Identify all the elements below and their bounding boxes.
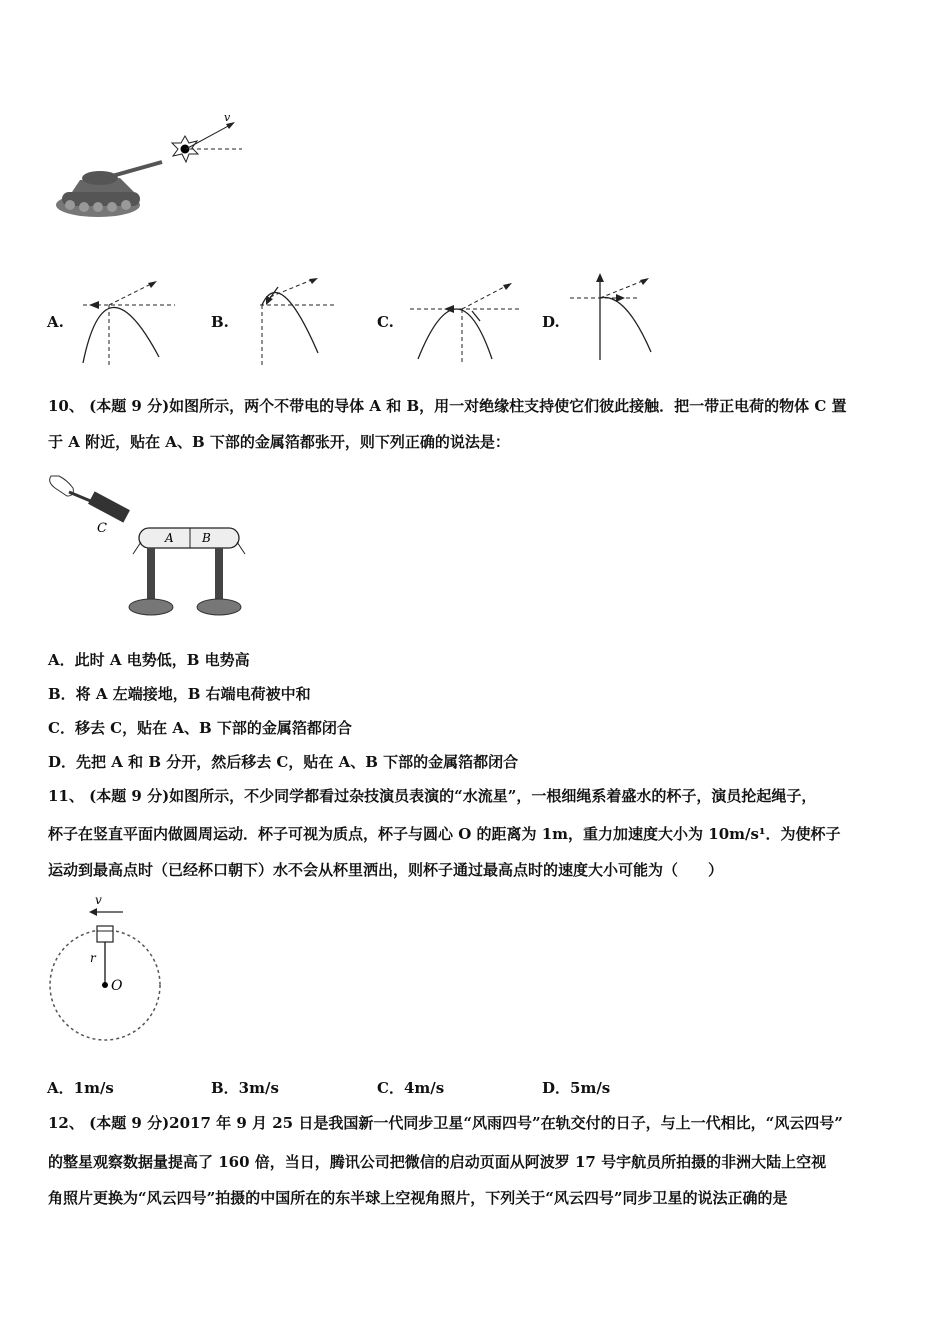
option-b[interactable]: B. xyxy=(211,313,229,331)
q10-option-b[interactable]: B．将 A 左端接地，B 右端电荷被中和 xyxy=(48,685,311,703)
q11-stem-line-1: 11、 (本题 9 分)如图所示，不少同学都看过杂技演员表演的“水流星”，一根细绳系着盛水的杯子，演员抡起绳子， xyxy=(48,787,817,805)
svg-text:A: A xyxy=(165,531,174,545)
option-a[interactable]: A. xyxy=(47,313,64,331)
q11-option-a[interactable]: A．1m/s xyxy=(47,1079,114,1097)
water-meteor-figure xyxy=(45,890,170,1040)
trajectory-a xyxy=(75,275,180,370)
q12-stem-line-2: 的整星观察数据量提高了 160 倍，当日，腾讯公司把微信的启动页面从阿波罗 17 号宇航员所拍摄的非洲大陆上空视 xyxy=(48,1153,827,1171)
trajectory-d xyxy=(565,272,660,364)
option-c[interactable]: C. xyxy=(377,313,394,331)
option-d[interactable]: D. xyxy=(542,313,560,331)
q10-option-c[interactable]: C．移去 C，贴在 A、B 下部的金属箔都闭合 xyxy=(48,719,352,737)
charged-rod-icon xyxy=(69,491,130,522)
svg-text:O: O xyxy=(111,978,123,994)
q10-option-a[interactable]: A．此时 A 电势低，B 电势高 xyxy=(48,651,250,669)
velocity-label: v xyxy=(224,111,231,124)
q10-stem-line-2: 于 A 附近，贴在 A、B 下部的金属箔都张开，则下列正确的说法是： xyxy=(48,433,510,451)
svg-text:v: v xyxy=(95,893,102,907)
trajectory-b xyxy=(240,275,345,370)
q12-stem-line-3: 角照片更换为“风云四号”拍摄的中国所在的东半球上空视角照片，下列关于“风云四号”同步卫星的说法正确的是 xyxy=(48,1189,788,1207)
q11-stem-line-2: 杯子在竖直平面内做圆周运动．杯子可视为质点，杯子与圆心 O 的距离为 1m，重力加速度大小为 10m/s¹．为使杯子 xyxy=(48,825,841,843)
svg-text:B: B xyxy=(202,531,211,545)
q11-option-c[interactable]: C．4m/s xyxy=(377,1079,445,1097)
q10-stem-line-1: 10、 (本题 9 分)如图所示，两个不带电的导体 A 和 B，用一对绝缘柱支持使它们彼此接触．把一带正电荷的物体 C 置 xyxy=(48,397,847,415)
svg-text:C: C xyxy=(97,521,107,536)
q11-option-d[interactable]: D．5m/s xyxy=(542,1079,611,1097)
tank-icon xyxy=(56,162,162,217)
svg-text:r: r xyxy=(90,951,96,965)
q12-stem-line-1: 12、 (本题 9 分)2017 年 9 月 25 日是我国新一代同步卫星“风雨四号”在轨交付的日子，与上一代相比，“风云四号” xyxy=(48,1114,843,1132)
q11-stem-line-3: 运动到最高点时（已经杯口朝下）水不会从杯里洒出，则杯子通过最高点时的速度大小可能为（ ） xyxy=(48,861,724,879)
explosion-icon xyxy=(172,136,198,162)
q11-option-b[interactable]: B．3m/s xyxy=(211,1079,279,1097)
q10-option-d[interactable]: D．先把 A 和 B 分开，然后移去 C，贴在 A、B 下部的金属箔都闭合 xyxy=(48,753,519,771)
tank-figure xyxy=(50,110,250,225)
cup-icon xyxy=(97,926,113,942)
conductor-figure xyxy=(45,470,255,620)
trajectory-c xyxy=(410,275,525,370)
